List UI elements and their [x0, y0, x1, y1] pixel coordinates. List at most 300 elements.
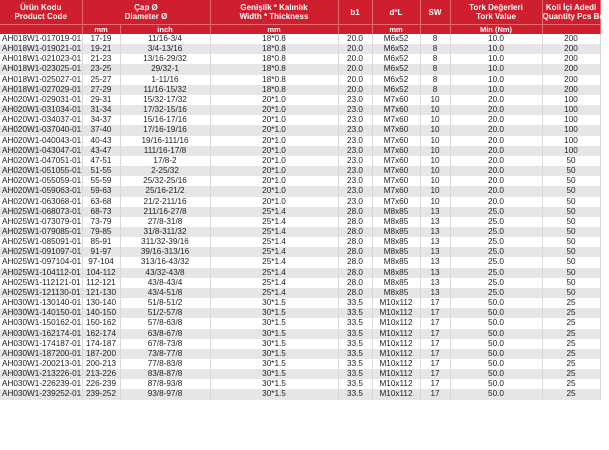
cell-product-code: AH020W1-029031-01: [2, 94, 82, 104]
header-torque: [450, 0, 542, 25]
cell-product-code: AH025W1-079085-01: [2, 226, 82, 236]
cell-d-l: M8x85: [372, 207, 420, 217]
cell-diameter-mm: 239-252: [82, 389, 120, 399]
cell-d-l: M8x85: [372, 227, 420, 237]
cell-product-code: AH020W1-034037-01: [2, 115, 82, 125]
cell-width-thickness: 20*1.0: [210, 197, 338, 207]
cell-product-code: AH030W1-174187-01: [2, 338, 82, 348]
cell-product-code: AH025W1-068073-01: [2, 206, 82, 216]
cell-quantity: 100: [542, 95, 600, 105]
cell-product-code: AH025W1-097104-01: [2, 257, 82, 267]
cell-sw: 8: [420, 85, 450, 95]
cell-torque: 20.0: [450, 156, 542, 166]
cell-quantity: 100: [542, 146, 600, 156]
cell-quantity: 50: [542, 288, 600, 298]
cell-diameter-inch: 63/8-67/8: [120, 329, 210, 339]
cell-b1: 23.0: [338, 197, 372, 207]
header-quantity-tr: Koli İçi Adedi: [545, 3, 597, 12]
cell-b1: 28.0: [338, 237, 372, 247]
cell-torque: 50.0: [450, 389, 542, 399]
cell-product-code: AH025W1-091097-01: [2, 247, 82, 257]
cell-diameter-mm: 43-47: [82, 146, 120, 156]
cell-product-code: AH018W1-023025-01: [2, 64, 82, 74]
cell-width-thickness: 25*1.4: [210, 207, 338, 217]
cell-product-code: AH025W1-104112-01: [2, 267, 81, 277]
table-row: [0, 197, 600, 207]
cell-d-l: M6x52: [372, 85, 420, 95]
cell-sw: 8: [420, 44, 450, 54]
header-torque-en: Tork Value: [476, 12, 516, 21]
cell-torque: 20.0: [450, 125, 542, 135]
cell-quantity: 50: [542, 186, 600, 196]
cell-diameter-mm: 19-21: [82, 44, 120, 54]
cell-quantity: 200: [542, 75, 600, 85]
cell-torque: 25.0: [450, 257, 542, 267]
cell-torque: 25.0: [450, 288, 542, 298]
cell-sw: 10: [420, 186, 450, 196]
cell-quantity: 100: [542, 125, 600, 135]
cell-diameter-inch: 25/32-25/16: [120, 176, 210, 186]
cell-diameter-inch: 21/2-211/16: [120, 197, 210, 207]
table-row: [0, 136, 600, 146]
cell-torque: 10.0: [450, 85, 542, 95]
cell-b1: 28.0: [338, 268, 372, 278]
cell-width-thickness: 30*1.5: [210, 339, 338, 349]
cell-product-code: AH020W1-047051-01: [2, 155, 82, 165]
cell-sw: 17: [420, 339, 450, 349]
cell-torque: 10.0: [450, 44, 542, 54]
cell-torque: 25.0: [450, 217, 542, 227]
cell-torque: 20.0: [450, 186, 542, 196]
cell-diameter-mm: 34-37: [82, 115, 120, 125]
cell-diameter-inch: 17/32-15/16: [120, 105, 210, 115]
cell-diameter-inch: 11/16-3/4: [120, 34, 210, 44]
cell-torque: 20.0: [450, 95, 542, 105]
cell-product-code: AH020W1-051055-01: [2, 166, 82, 176]
cell-width-thickness: 20*1.0: [210, 166, 338, 176]
cell-diameter-mm: 140-150: [82, 308, 120, 318]
cell-torque: 10.0: [450, 64, 542, 74]
cell-width-thickness: 30*1.5: [210, 308, 338, 318]
cell-torque: 25.0: [450, 227, 542, 237]
cell-width-thickness: 18*0.8: [210, 34, 338, 44]
table-row: [0, 75, 600, 85]
cell-width-thickness: 20*1.0: [210, 136, 338, 146]
cell-b1: 33.5: [338, 379, 372, 389]
cell-quantity: 200: [542, 54, 600, 64]
unit-b1: [338, 25, 372, 35]
cell-quantity: 25: [542, 298, 600, 308]
cell-quantity: 200: [542, 34, 600, 44]
table-row: [0, 389, 600, 399]
cell-diameter-mm: 174-187: [82, 339, 120, 349]
cell-width-thickness: 25*1.4: [210, 268, 338, 278]
cell-quantity: 50: [542, 176, 600, 186]
table-row: [0, 64, 600, 74]
cell-width-thickness: 18*0.8: [210, 85, 338, 95]
table-row: [0, 329, 600, 339]
cell-diameter-mm: 104-112: [82, 268, 120, 278]
cell-product-code: AH030W1-200213-01: [2, 359, 82, 368]
cell-width-thickness: 25*1.4: [210, 288, 338, 298]
cell-quantity: 25: [542, 329, 600, 339]
unit-dl: mm: [372, 25, 420, 35]
cell-diameter-mm: 91-97: [82, 247, 120, 257]
cell-sw: 10: [420, 125, 450, 135]
cell-width-thickness: 30*1.5: [210, 389, 338, 399]
table-row: [0, 227, 600, 237]
cell-product-code: AH030W1-187200-01: [2, 348, 82, 358]
cell-width-thickness: 20*1.0: [210, 176, 338, 186]
cell-product-code: AH020W1-063068-01: [2, 196, 82, 206]
cell-b1: 33.5: [338, 329, 372, 339]
cell-product-code: AH025W1-085091-01: [2, 237, 82, 247]
cell-width-thickness: 20*1.0: [210, 156, 338, 166]
cell-b1: 23.0: [338, 176, 372, 186]
cell-d-l: M8x85: [372, 257, 420, 267]
cell-quantity: 25: [542, 308, 600, 318]
table-row: [0, 247, 600, 257]
table-row: [0, 44, 600, 54]
cell-b1: 33.5: [338, 369, 372, 379]
cell-sw: 17: [420, 359, 450, 369]
cell-diameter-inch: 11/16-15/32: [120, 85, 210, 95]
cell-product-code: AH020W1-043047-01: [2, 145, 82, 155]
cell-b1: 33.5: [338, 349, 372, 359]
cell-d-l: M7x60: [372, 125, 420, 135]
header-quantity: [542, 0, 609, 25]
cell-b1: 33.5: [338, 359, 372, 369]
cell-diameter-inch: 51/2-57/8: [120, 308, 210, 318]
cell-torque: 20.0: [450, 136, 542, 146]
unit-torque: Min (Nm): [450, 25, 542, 35]
cell-d-l: M10x112: [372, 308, 420, 318]
cell-b1: 20.0: [338, 34, 372, 44]
cell-torque: 50.0: [450, 359, 542, 369]
cell-d-l: M6x52: [372, 64, 420, 74]
cell-diameter-mm: 162-174: [82, 329, 120, 339]
cell-diameter-inch: 27/8-31/8: [120, 217, 210, 227]
cell-b1: 28.0: [338, 278, 372, 288]
unit-sw: [420, 25, 450, 35]
cell-width-thickness: 25*1.4: [210, 217, 338, 227]
cell-product-code: AH018W1-021023-01: [2, 54, 82, 64]
header-width-thickness-tr: Genişlik * Kalınlık: [240, 3, 308, 12]
cell-torque: 20.0: [450, 146, 542, 156]
cell-width-thickness: 30*1.5: [210, 298, 338, 308]
cell-width-thickness: 25*1.4: [210, 247, 338, 257]
cell-product-code: AH020W1-040043-01: [2, 135, 82, 145]
cell-sw: 10: [420, 136, 450, 146]
cell-d-l: M8x85: [372, 247, 420, 257]
cell-torque: 25.0: [450, 237, 542, 247]
cell-quantity: 50: [542, 156, 600, 166]
unit-mm: mm: [82, 25, 120, 35]
cell-sw: 13: [420, 247, 450, 257]
table-row: [0, 308, 600, 318]
cell-sw: 13: [420, 227, 450, 237]
cell-b1: 23.0: [338, 186, 372, 196]
cell-width-thickness: 18*0.8: [210, 54, 338, 64]
cell-diameter-inch: 67/8-73/8: [120, 339, 210, 349]
cell-product-code: AH030W1-226239-01: [2, 379, 82, 389]
cell-d-l: M10x112: [372, 379, 420, 389]
cell-sw: 8: [420, 75, 450, 85]
cell-sw: 17: [420, 318, 450, 328]
cell-torque: 50.0: [450, 308, 542, 318]
cell-d-l: M8x85: [372, 217, 420, 227]
cell-width-thickness: 20*1.0: [210, 125, 338, 135]
cell-diameter-mm: 23-25: [82, 64, 120, 74]
cell-diameter-mm: 68-73: [82, 207, 120, 217]
cell-d-l: M7x60: [372, 176, 420, 186]
cell-b1: 33.5: [338, 308, 372, 318]
cell-sw: 17: [420, 369, 450, 379]
cell-d-l: M10x112: [372, 339, 420, 349]
cell-sw: 10: [420, 115, 450, 125]
cell-d-l: M8x85: [372, 268, 420, 278]
cell-sw: 10: [420, 146, 450, 156]
unit-inch: inch: [120, 25, 210, 35]
cell-quantity: 50: [542, 257, 600, 267]
cell-sw: 17: [420, 308, 450, 318]
table-row: [0, 95, 600, 105]
cell-diameter-inch: 43/4-51/8: [120, 288, 210, 298]
cell-d-l: M8x85: [372, 278, 420, 288]
cell-sw: 8: [420, 64, 450, 74]
cell-diameter-mm: 187-200: [82, 349, 120, 359]
cell-torque: 25.0: [450, 278, 542, 288]
header-product-code-en: Product Code: [14, 12, 67, 21]
cell-diameter-inch: 2-25/32: [120, 166, 210, 176]
cell-sw: 13: [420, 217, 450, 227]
cell-quantity: 25: [542, 389, 600, 399]
table-row: [0, 349, 600, 359]
table-row: [0, 54, 600, 64]
cell-diameter-inch: 51/8-51/2: [120, 298, 210, 308]
table-row: [0, 257, 600, 267]
cell-b1: 23.0: [338, 105, 372, 115]
cell-width-thickness: 30*1.5: [210, 369, 338, 379]
cell-b1: 20.0: [338, 85, 372, 95]
table-row: [0, 369, 600, 379]
table-row: [0, 115, 600, 125]
cell-diameter-mm: 25-27: [82, 75, 120, 85]
cell-diameter-mm: 37-40: [82, 125, 120, 135]
cell-d-l: M6x52: [372, 75, 420, 85]
cell-width-thickness: 25*1.4: [210, 237, 338, 247]
cell-d-l: M7x60: [372, 156, 420, 166]
cell-torque: 50.0: [450, 349, 542, 359]
cell-diameter-mm: 31-34: [82, 105, 120, 115]
cell-product-code: AH030W1-213226-01: [2, 369, 82, 379]
header-product-code: [0, 0, 82, 25]
cell-torque: 50.0: [450, 339, 542, 349]
cell-width-thickness: 18*0.8: [210, 44, 338, 54]
cell-width-thickness: 20*1.0: [210, 105, 338, 115]
cell-b1: 23.0: [338, 146, 372, 156]
cell-b1: 28.0: [338, 257, 372, 267]
cell-diameter-mm: 40-43: [82, 136, 120, 146]
cell-diameter-mm: 59-63: [82, 186, 120, 196]
cell-d-l: M7x60: [372, 105, 420, 115]
cell-b1: 33.5: [338, 318, 372, 328]
cell-b1: 23.0: [338, 115, 372, 125]
header-width-thickness-en: Width * Thickness: [239, 12, 309, 21]
header-torque-tr: Tork Değerleri: [469, 3, 523, 12]
cell-quantity: 25: [542, 318, 600, 328]
cell-torque: 25.0: [450, 268, 542, 278]
table-row: [0, 105, 600, 115]
cell-diameter-mm: 29-31: [82, 95, 120, 105]
cell-quantity: 200: [542, 85, 600, 95]
cell-width-thickness: 30*1.5: [210, 349, 338, 359]
cell-width-thickness: 20*1.0: [210, 186, 338, 196]
cell-d-l: M7x60: [372, 166, 420, 176]
cell-diameter-mm: 73-79: [82, 217, 120, 227]
cell-diameter-mm: 55-59: [82, 176, 120, 186]
cell-d-l: M10x112: [372, 318, 420, 328]
cell-b1: 28.0: [338, 288, 372, 298]
cell-diameter-inch: 3/4-13/16: [120, 44, 210, 54]
header-b1: b1: [338, 0, 372, 25]
cell-product-code: AH030W1-140150-01: [2, 308, 82, 318]
cell-product-code: AH018W1-025027-01: [2, 74, 82, 84]
cell-diameter-mm: 112-121: [82, 278, 120, 288]
cell-diameter-mm: 85-91: [82, 237, 120, 247]
cell-torque: 10.0: [450, 75, 542, 85]
cell-quantity: 100: [542, 115, 600, 125]
cell-quantity: 100: [542, 136, 600, 146]
table-row: [0, 125, 600, 135]
cell-torque: 20.0: [450, 166, 542, 176]
cell-b1: 23.0: [338, 156, 372, 166]
cell-diameter-inch: 29/32-1: [120, 64, 210, 74]
cell-diameter-inch: 311/32-39/16: [120, 237, 210, 247]
cell-d-l: M6x52: [372, 44, 420, 54]
cell-b1: 28.0: [338, 247, 372, 257]
table-row: [0, 278, 600, 288]
cell-sw: 17: [420, 389, 450, 399]
cell-quantity: 25: [542, 369, 600, 379]
cell-quantity: 200: [542, 44, 600, 54]
cell-diameter-inch: 39/16-313/16: [120, 247, 210, 257]
cell-d-l: M6x52: [372, 34, 420, 44]
cell-diameter-mm: 97-104: [82, 257, 120, 267]
cell-torque: 20.0: [450, 176, 542, 186]
table-row: [0, 156, 600, 166]
table-row: [0, 186, 600, 196]
table-body: [0, 34, 600, 400]
table-row: [0, 166, 600, 176]
table-row: [0, 34, 600, 44]
cell-b1: 28.0: [338, 227, 372, 237]
cell-quantity: 200: [542, 64, 600, 74]
cell-torque: 50.0: [450, 379, 542, 389]
cell-d-l: M7x60: [372, 115, 420, 125]
cell-diameter-inch: 19/16-111/16: [120, 136, 210, 146]
cell-torque: 20.0: [450, 197, 542, 207]
cell-quantity: 50: [542, 207, 600, 217]
header-product-code-tr: Ürün Kodu: [20, 3, 62, 12]
cell-product-code: AH030W1-150162-01: [2, 318, 82, 328]
table-row: [0, 85, 600, 95]
table-row: [0, 379, 600, 389]
cell-d-l: M8x85: [372, 288, 420, 298]
cell-product-code: AH025W1-121130-01: [2, 287, 81, 297]
cell-width-thickness: 25*1.4: [210, 257, 338, 267]
cell-sw: 13: [420, 257, 450, 267]
cell-sw: 10: [420, 176, 450, 186]
cell-product-code: AH018W1-019021-01: [2, 44, 82, 54]
cell-torque: 50.0: [450, 369, 542, 379]
cell-width-thickness: 30*1.5: [210, 379, 338, 389]
cell-quantity: 25: [542, 339, 600, 349]
cell-diameter-mm: 17-19: [82, 34, 120, 44]
table-row: [0, 288, 600, 298]
cell-sw: 13: [420, 207, 450, 217]
cell-torque: 25.0: [450, 247, 542, 257]
cell-diameter-inch: 15/32-17/32: [120, 95, 210, 105]
table-row: [0, 217, 600, 227]
cell-width-thickness: 18*0.8: [210, 75, 338, 85]
cell-product-code: AH030W1-162174-01: [2, 328, 82, 338]
cell-d-l: M6x52: [372, 54, 420, 64]
cell-d-l: M10x112: [372, 389, 420, 399]
cell-quantity: 50: [542, 227, 600, 237]
cell-diameter-inch: 15/16-17/16: [120, 115, 210, 125]
unit-width-thickness: mm: [210, 25, 338, 35]
cell-product-code: AH030W1-239252-01: [2, 389, 82, 399]
header-diameter-en: Diameter Ø: [124, 12, 168, 21]
cell-torque: 10.0: [450, 54, 542, 64]
cell-sw: 13: [420, 237, 450, 247]
cell-sw: 10: [420, 156, 450, 166]
cell-diameter-mm: 27-29: [82, 85, 120, 95]
cell-width-thickness: 20*1.0: [210, 95, 338, 105]
table-row: [0, 237, 600, 247]
cell-b1: 28.0: [338, 217, 372, 227]
cell-d-l: M10x112: [372, 359, 420, 369]
cell-width-thickness: 18*0.8: [210, 64, 338, 74]
cell-b1: 33.5: [338, 389, 372, 399]
table-row: [0, 298, 600, 308]
cell-sw: 10: [420, 105, 450, 115]
cell-d-l: M10x112: [372, 369, 420, 379]
cell-b1: 23.0: [338, 95, 372, 105]
cell-diameter-mm: 79-85: [82, 227, 120, 237]
cell-d-l: M10x112: [372, 298, 420, 308]
cell-diameter-mm: 47-51: [82, 156, 120, 166]
cell-product-code: AH020W1-031034-01: [2, 105, 82, 115]
header-sw: SW: [420, 0, 450, 25]
cell-sw: 17: [420, 298, 450, 308]
cell-sw: 8: [420, 34, 450, 44]
cell-diameter-mm: 213-226: [82, 369, 120, 379]
cell-diameter-inch: 93/8-97/8: [120, 389, 210, 399]
cell-width-thickness: 30*1.5: [210, 359, 338, 369]
cell-diameter-inch: 43/32-43/8: [120, 268, 210, 278]
table-row: [0, 207, 600, 217]
cell-product-code: AH020W1-037040-01: [2, 125, 82, 135]
cell-torque: 50.0: [450, 318, 542, 328]
cell-diameter-mm: 51-55: [82, 166, 120, 176]
cell-d-l: M7x60: [372, 197, 420, 207]
cell-quantity: 50: [542, 217, 600, 227]
cell-b1: 20.0: [338, 75, 372, 85]
table-row: [0, 268, 600, 278]
cell-product-code: AH025W1-073079-01: [2, 216, 82, 226]
